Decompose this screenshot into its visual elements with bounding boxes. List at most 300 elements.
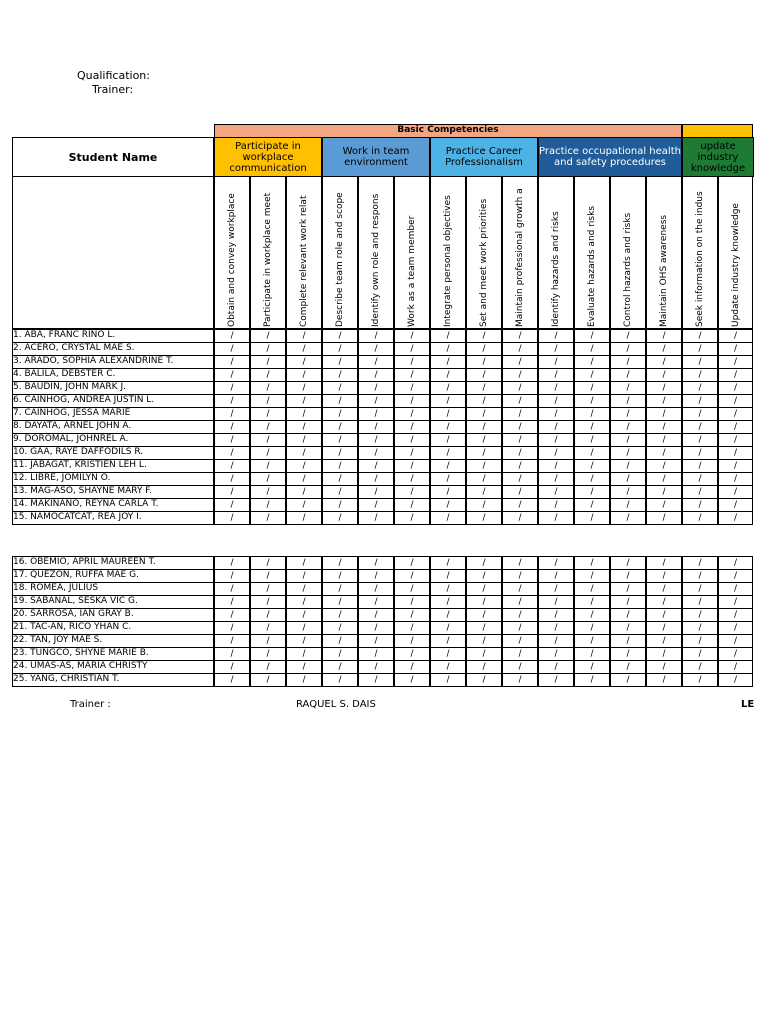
competency-label: Describe team role and scope: [335, 192, 345, 327]
competency-mark: /: [646, 498, 682, 512]
competency-header-12: [610, 176, 646, 329]
competency-mark: /: [250, 446, 286, 460]
competency-header-13: [646, 176, 682, 329]
competency-mark: /: [682, 459, 718, 473]
competency-mark: /: [502, 485, 538, 499]
student-name: 21. TAC-AN, RICO YHAN C.: [13, 622, 132, 632]
competency-mark: /: [214, 660, 250, 674]
student-name: 3. ARADO, SOPHIA ALEXANDRINE T.: [13, 356, 174, 366]
competency-mark: /: [250, 394, 286, 408]
competency-mark: /: [286, 556, 322, 570]
competency-mark: /: [430, 673, 466, 687]
competency-mark: /: [610, 673, 646, 687]
competency-mark: /: [250, 355, 286, 369]
competency-mark: /: [214, 498, 250, 512]
competency-mark: /: [322, 394, 358, 408]
student-name: 15. NAMOCATCAT, REA JOY I.: [13, 512, 142, 522]
competency-mark: /: [214, 511, 250, 525]
competency-mark: /: [502, 420, 538, 434]
competency-mark: /: [574, 446, 610, 460]
competency-label: Maintain OHS awareness: [659, 214, 669, 327]
competency-mark: /: [394, 329, 430, 343]
competency-mark: /: [394, 621, 430, 635]
competency-mark: /: [394, 608, 430, 622]
competency-mark: /: [502, 569, 538, 583]
competency-mark: /: [610, 621, 646, 635]
competency-mark: /: [646, 446, 682, 460]
competency-mark: /: [574, 433, 610, 447]
student-name: 22. TAN, JOY MAE S.: [13, 635, 103, 645]
competency-mark: /: [646, 673, 682, 687]
group-header-2: Work in team environment: [322, 137, 430, 177]
competency-mark: /: [214, 647, 250, 661]
competency-mark: /: [718, 621, 753, 635]
competency-mark: /: [466, 329, 502, 343]
competency-mark: /: [502, 673, 538, 687]
competency-label: Identify own role and respons: [371, 193, 381, 327]
competency-mark: /: [394, 433, 430, 447]
competency-mark: /: [286, 569, 322, 583]
competency-mark: /: [574, 485, 610, 499]
competency-mark: /: [502, 407, 538, 421]
competency-mark: /: [394, 485, 430, 499]
competency-mark: /: [430, 647, 466, 661]
competency-mark: /: [394, 556, 430, 570]
competency-mark: /: [250, 329, 286, 343]
competency-mark: /: [394, 459, 430, 473]
group-header-5: update industry knowledge: [682, 137, 754, 177]
competency-mark: /: [286, 381, 322, 395]
competency-mark: /: [502, 498, 538, 512]
competency-mark: /: [430, 459, 466, 473]
competency-label: Integrate personal objectives: [443, 195, 453, 327]
competency-mark: /: [610, 446, 646, 460]
competency-mark: /: [502, 621, 538, 635]
competency-mark: /: [682, 368, 718, 382]
competency-mark: /: [502, 433, 538, 447]
competency-mark: /: [394, 446, 430, 460]
competency-mark: /: [430, 433, 466, 447]
competency-mark: /: [538, 472, 574, 486]
competency-mark: /: [610, 582, 646, 596]
competency-mark: /: [430, 569, 466, 583]
competency-header-5: [358, 176, 394, 329]
competency-mark: /: [394, 407, 430, 421]
competency-mark: /: [682, 556, 718, 570]
competency-mark: /: [430, 582, 466, 596]
competency-mark: /: [718, 420, 753, 434]
competency-mark: /: [214, 621, 250, 635]
competency-mark: /: [718, 368, 753, 382]
competency-mark: /: [358, 472, 394, 486]
competency-mark: /: [718, 660, 753, 674]
student-name: 17. QUEZON, RUFFA MAE G.: [13, 570, 139, 580]
competency-mark: /: [610, 498, 646, 512]
competency-mark: /: [682, 582, 718, 596]
competency-mark: /: [358, 608, 394, 622]
competency-mark: /: [466, 511, 502, 525]
competency-mark: /: [214, 407, 250, 421]
competency-mark: /: [286, 485, 322, 499]
competency-mark: /: [682, 407, 718, 421]
competency-mark: /: [610, 634, 646, 648]
competency-mark: /: [430, 511, 466, 525]
competency-mark: /: [646, 407, 682, 421]
competency-mark: /: [610, 595, 646, 609]
competency-mark: /: [718, 673, 753, 687]
competency-mark: /: [286, 511, 322, 525]
competency-mark: /: [610, 472, 646, 486]
competency-mark: /: [214, 472, 250, 486]
competency-mark: /: [646, 420, 682, 434]
competency-mark: /: [538, 394, 574, 408]
competency-mark: /: [358, 647, 394, 661]
competency-mark: /: [250, 368, 286, 382]
qualification-label: Qualification:: [77, 69, 150, 82]
competency-mark: /: [574, 569, 610, 583]
competency-mark: /: [466, 381, 502, 395]
competency-mark: /: [682, 342, 718, 356]
competency-mark: /: [214, 355, 250, 369]
competency-mark: /: [214, 394, 250, 408]
competency-mark: /: [430, 420, 466, 434]
competency-mark: /: [250, 381, 286, 395]
competency-mark: /: [610, 368, 646, 382]
competency-mark: /: [574, 595, 610, 609]
competency-mark: /: [214, 485, 250, 499]
competency-mark: /: [250, 608, 286, 622]
competency-mark: /: [646, 569, 682, 583]
competency-mark: /: [466, 394, 502, 408]
competency-mark: /: [610, 355, 646, 369]
competency-mark: /: [286, 342, 322, 356]
competency-mark: /: [538, 433, 574, 447]
competency-mark: /: [394, 342, 430, 356]
competency-mark: /: [214, 420, 250, 434]
competency-mark: /: [574, 420, 610, 434]
competency-mark: /: [502, 446, 538, 460]
competency-mark: /: [430, 498, 466, 512]
competency-mark: /: [718, 595, 753, 609]
competency-mark: /: [430, 368, 466, 382]
competency-mark: /: [358, 459, 394, 473]
competency-mark: /: [358, 420, 394, 434]
competency-mark: /: [430, 608, 466, 622]
competency-mark: /: [718, 647, 753, 661]
competency-mark: /: [538, 511, 574, 525]
competency-header-6: [394, 176, 430, 329]
competency-mark: /: [682, 394, 718, 408]
competency-header-2: [250, 176, 286, 329]
competency-header-10: [538, 176, 574, 329]
competency-mark: /: [466, 368, 502, 382]
competency-mark: /: [538, 621, 574, 635]
competency-mark: /: [574, 394, 610, 408]
competency-mark: /: [286, 621, 322, 635]
competency-mark: /: [538, 459, 574, 473]
competency-mark: /: [322, 368, 358, 382]
competency-mark: /: [718, 498, 753, 512]
competency-mark: /: [574, 342, 610, 356]
competency-mark: /: [322, 582, 358, 596]
competency-mark: /: [718, 342, 753, 356]
competency-mark: /: [322, 407, 358, 421]
competency-mark: /: [394, 355, 430, 369]
competency-mark: /: [286, 472, 322, 486]
competency-label: Participate in workplace meet: [263, 192, 273, 327]
student-name: 13. MAG-ASO, SHAYNE MARY F.: [13, 486, 152, 496]
competency-mark: /: [250, 595, 286, 609]
competency-mark: /: [466, 485, 502, 499]
competency-mark: /: [538, 420, 574, 434]
banner-basic-competencies: Basic Competencies: [214, 124, 682, 138]
competency-mark: /: [718, 329, 753, 343]
competency-header-3: [286, 176, 322, 329]
competency-mark: /: [574, 355, 610, 369]
competency-mark: /: [358, 634, 394, 648]
competency-mark: /: [286, 446, 322, 460]
competency-mark: /: [610, 556, 646, 570]
competency-mark: /: [646, 595, 682, 609]
banner-continuation: [682, 124, 753, 138]
competency-mark: /: [466, 595, 502, 609]
competency-mark: /: [250, 660, 286, 674]
competency-label: Update industry knowledge: [731, 203, 741, 327]
competency-mark: /: [574, 368, 610, 382]
competency-mark: /: [502, 329, 538, 343]
competency-mark: /: [502, 511, 538, 525]
competency-mark: /: [538, 368, 574, 382]
competency-mark: /: [574, 582, 610, 596]
competency-mark: /: [250, 433, 286, 447]
competency-mark: /: [214, 595, 250, 609]
competency-mark: /: [394, 595, 430, 609]
competency-mark: /: [646, 394, 682, 408]
competency-mark: /: [322, 569, 358, 583]
student-name: 25. YANG, CHRISTIAN T.: [13, 674, 120, 684]
competency-mark: /: [610, 608, 646, 622]
competency-mark: /: [358, 556, 394, 570]
competency-mark: /: [394, 394, 430, 408]
competency-mark: /: [682, 446, 718, 460]
competency-mark: /: [250, 459, 286, 473]
competency-mark: /: [286, 329, 322, 343]
competency-mark: /: [466, 498, 502, 512]
student-name: 4. BALILA, DEBSTER C.: [13, 369, 116, 379]
competency-mark: /: [718, 556, 753, 570]
competency-mark: /: [430, 660, 466, 674]
competency-mark: /: [358, 381, 394, 395]
competency-mark: /: [682, 355, 718, 369]
competency-mark: /: [322, 595, 358, 609]
competency-mark: /: [718, 485, 753, 499]
competency-mark: /: [538, 556, 574, 570]
competency-mark: /: [682, 660, 718, 674]
competency-mark: /: [394, 420, 430, 434]
competency-mark: /: [610, 433, 646, 447]
competency-mark: /: [718, 569, 753, 583]
competency-mark: /: [538, 608, 574, 622]
competency-mark: /: [466, 433, 502, 447]
competency-mark: /: [250, 582, 286, 596]
competency-label: Identify hazards and risks: [551, 211, 561, 327]
competency-mark: /: [358, 433, 394, 447]
student-name: 7. CAINHOG, JESSA MARIE: [13, 408, 131, 418]
competency-mark: /: [646, 634, 682, 648]
footer-trainer-label: Trainer :: [70, 699, 111, 710]
competency-mark: /: [502, 368, 538, 382]
competency-mark: /: [286, 368, 322, 382]
competency-label: Work as a team member: [407, 215, 417, 327]
competency-mark: /: [610, 459, 646, 473]
competency-mark: /: [646, 647, 682, 661]
competency-mark: /: [394, 647, 430, 661]
student-name: 6. CAINHOG, ANDREA JUSTIN L.: [13, 395, 155, 405]
competency-mark: /: [682, 634, 718, 648]
competency-mark: /: [538, 660, 574, 674]
competency-mark: /: [214, 381, 250, 395]
competency-mark: /: [610, 420, 646, 434]
competency-mark: /: [358, 329, 394, 343]
footer-trainer-name: RAQUEL S. DAIS: [296, 699, 376, 710]
student-name: 2. ACERO, CRYSTAL MAE S.: [13, 343, 135, 353]
competency-mark: /: [682, 511, 718, 525]
competency-mark: /: [646, 472, 682, 486]
group-header-3: Practice Career Professionalism: [430, 137, 538, 177]
competency-mark: /: [322, 355, 358, 369]
competency-mark: /: [250, 647, 286, 661]
competency-mark: /: [574, 608, 610, 622]
competency-mark: /: [430, 595, 466, 609]
competency-mark: /: [538, 582, 574, 596]
competency-mark: /: [322, 673, 358, 687]
competency-mark: /: [682, 420, 718, 434]
competency-mark: /: [322, 420, 358, 434]
competency-mark: /: [538, 407, 574, 421]
competency-mark: /: [430, 355, 466, 369]
competency-header-14: [682, 176, 718, 329]
competency-mark: /: [718, 381, 753, 395]
competency-mark: /: [682, 621, 718, 635]
competency-mark: /: [682, 472, 718, 486]
competency-mark: /: [322, 556, 358, 570]
competency-mark: /: [610, 485, 646, 499]
competency-mark: /: [574, 634, 610, 648]
competency-mark: /: [718, 446, 753, 460]
competency-label: Set and meet work priorities: [479, 198, 489, 327]
student-name: 20. SARROSA, IAN GRAY B.: [13, 609, 134, 619]
student-name: 10. GAA, RAYE DAFFODILS R.: [13, 447, 144, 457]
competency-mark: /: [214, 608, 250, 622]
competency-mark: /: [394, 381, 430, 395]
competency-mark: /: [250, 407, 286, 421]
competency-mark: /: [502, 381, 538, 395]
competency-mark: /: [214, 634, 250, 648]
competency-header-1: [214, 176, 250, 329]
competency-mark: /: [502, 608, 538, 622]
competency-mark: /: [466, 420, 502, 434]
competency-mark: /: [574, 621, 610, 635]
competency-mark: /: [610, 329, 646, 343]
competency-mark: /: [430, 381, 466, 395]
competency-mark: /: [574, 647, 610, 661]
competency-mark: /: [250, 673, 286, 687]
competency-mark: /: [502, 472, 538, 486]
competency-mark: /: [286, 608, 322, 622]
competency-mark: /: [322, 472, 358, 486]
competency-mark: /: [250, 569, 286, 583]
competency-mark: /: [574, 407, 610, 421]
competency-header-11: [574, 176, 610, 329]
competency-mark: /: [718, 407, 753, 421]
competency-mark: /: [250, 485, 286, 499]
competency-mark: /: [286, 673, 322, 687]
competency-mark: /: [502, 595, 538, 609]
competency-mark: /: [466, 647, 502, 661]
competency-mark: /: [718, 511, 753, 525]
competency-mark: /: [358, 394, 394, 408]
competency-header-9: [502, 176, 538, 329]
competency-mark: /: [466, 660, 502, 674]
competency-mark: /: [250, 420, 286, 434]
competency-mark: /: [214, 569, 250, 583]
competency-mark: /: [646, 511, 682, 525]
competency-mark: /: [502, 556, 538, 570]
competency-mark: /: [214, 556, 250, 570]
competency-mark: /: [718, 608, 753, 622]
competency-mark: /: [466, 407, 502, 421]
competency-mark: /: [358, 582, 394, 596]
competency-mark: /: [502, 459, 538, 473]
competency-mark: /: [574, 329, 610, 343]
competency-mark: /: [466, 446, 502, 460]
competency-label: Obtain and convey workplace: [227, 193, 237, 327]
competency-mark: /: [286, 595, 322, 609]
competency-mark: /: [610, 394, 646, 408]
competency-mark: /: [358, 595, 394, 609]
competency-mark: /: [430, 556, 466, 570]
competency-mark: /: [682, 498, 718, 512]
student-name: 9. DOROMAL, JOHNREL A.: [13, 434, 129, 444]
competency-mark: /: [322, 446, 358, 460]
competency-mark: /: [610, 381, 646, 395]
competency-mark: /: [322, 498, 358, 512]
competency-mark: /: [430, 394, 466, 408]
student-name: 12. LIBRE, JOMILYN O.: [13, 473, 111, 483]
competency-header-15: [718, 176, 753, 329]
competency-mark: /: [538, 498, 574, 512]
competency-mark: /: [502, 582, 538, 596]
competency-mark: /: [358, 511, 394, 525]
competency-mark: /: [358, 673, 394, 687]
competency-mark: /: [286, 634, 322, 648]
competency-mark: /: [646, 485, 682, 499]
competency-mark: /: [358, 407, 394, 421]
student-name: 1. ABA, FRANC RINO L.: [13, 330, 116, 340]
competency-header-7: [430, 176, 466, 329]
competency-mark: /: [322, 647, 358, 661]
competency-mark: /: [682, 595, 718, 609]
competency-mark: /: [214, 446, 250, 460]
competency-mark: /: [250, 511, 286, 525]
competency-mark: /: [358, 355, 394, 369]
student-name: 11. JABAGAT, KRISTIEN LEH L.: [13, 460, 147, 470]
competency-mark: /: [538, 381, 574, 395]
competency-mark: /: [538, 569, 574, 583]
competency-mark: /: [430, 472, 466, 486]
competency-mark: /: [502, 647, 538, 661]
competency-mark: /: [250, 498, 286, 512]
